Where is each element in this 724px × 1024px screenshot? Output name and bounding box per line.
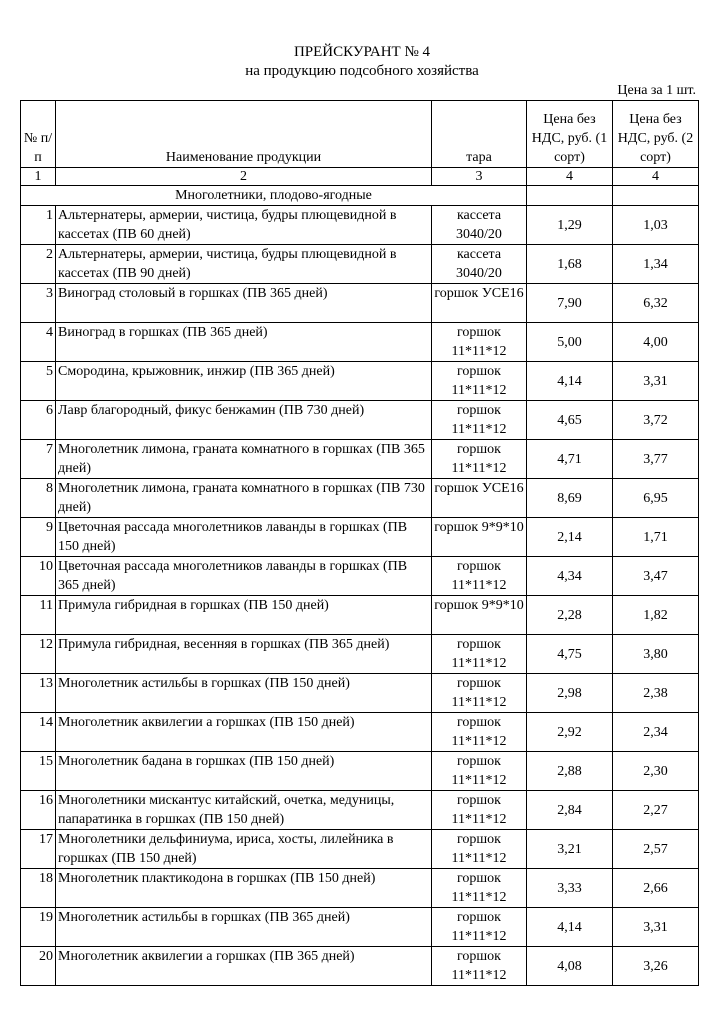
packaging: кассета 3040/20	[432, 206, 527, 245]
table-row	[21, 479, 699, 518]
price-grade-2: 3,77	[613, 440, 699, 479]
col-number: 4	[613, 168, 699, 186]
packaging: горшок 11*11*12	[432, 440, 527, 479]
packaging: горшок 11*11*12	[432, 713, 527, 752]
price-grade-1: 4,71	[527, 440, 613, 479]
table-row	[21, 284, 699, 323]
price-grade-1: 4,34	[527, 557, 613, 596]
price-grade-2: 3,26	[613, 947, 699, 986]
header-name: Наименование продукции	[56, 101, 432, 168]
product-name: Многолетник лимона, граната комнатного в горшках (ПВ 365 дней)	[56, 440, 432, 479]
section-empty	[613, 186, 699, 206]
packaging: горшок 11*11*12	[432, 557, 527, 596]
header-tara: тара	[432, 101, 527, 168]
col-number: 2	[56, 168, 432, 186]
price-grade-1: 7,90	[527, 284, 613, 323]
price-grade-1: 3,21	[527, 830, 613, 869]
row-number: 14	[21, 713, 56, 752]
price-grade-2: 1,82	[613, 596, 699, 635]
table-row	[21, 752, 699, 791]
col-number: 3	[432, 168, 527, 186]
price-grade-1: 4,14	[527, 908, 613, 947]
price-grade-1: 1,68	[527, 245, 613, 284]
price-grade-2: 4,00	[613, 323, 699, 362]
packaging: горшок 11*11*12	[432, 791, 527, 830]
packaging: горшок УСЕ16	[432, 284, 527, 323]
product-name: Многолетник плактикодона в горшках (ПВ 150 дней)	[56, 869, 432, 908]
price-grade-2: 1,34	[613, 245, 699, 284]
table-row	[21, 947, 699, 986]
row-number: 10	[21, 557, 56, 596]
product-name: Многолетник лимона, граната комнатного в горшках (ПВ 730 дней)	[56, 479, 432, 518]
packaging: горшок 11*11*12	[432, 635, 527, 674]
price-note: Цена за 1 шт.	[617, 83, 696, 98]
table-row	[21, 713, 699, 752]
price-grade-2: 6,32	[613, 284, 699, 323]
packaging: горшок 9*9*10	[432, 596, 527, 635]
row-number: 13	[21, 674, 56, 713]
table-row	[21, 791, 699, 830]
row-number: 11	[21, 596, 56, 635]
packaging: горшок 9*9*10	[432, 518, 527, 557]
row-number: 18	[21, 869, 56, 908]
table-row	[21, 245, 699, 284]
row-number: 9	[21, 518, 56, 557]
price-grade-2: 2,38	[613, 674, 699, 713]
section-empty	[527, 186, 613, 206]
col-number: 4	[527, 168, 613, 186]
price-grade-2: 2,66	[613, 869, 699, 908]
price-grade-2: 2,30	[613, 752, 699, 791]
table-row	[21, 908, 699, 947]
packaging: горшок УСЕ16	[432, 479, 527, 518]
row-number: 17	[21, 830, 56, 869]
row-number: 6	[21, 401, 56, 440]
price-grade-1: 2,14	[527, 518, 613, 557]
product-name: Примула гибридная, весенняя в горшках (ПВ 365 дней)	[56, 635, 432, 674]
price-grade-2: 1,71	[613, 518, 699, 557]
price-grade-1: 2,88	[527, 752, 613, 791]
row-number: 2	[21, 245, 56, 284]
product-name: Виноград столовый в горшках (ПВ 365 дней)	[56, 284, 432, 323]
packaging: горшок 11*11*12	[432, 674, 527, 713]
price-table	[20, 100, 699, 986]
header-price2: Цена без НДС, руб. (2 сорт)	[613, 101, 699, 168]
header-num: № п/п	[21, 101, 56, 168]
price-grade-2: 3,47	[613, 557, 699, 596]
table-row	[21, 323, 699, 362]
table-row	[21, 440, 699, 479]
price-grade-2: 2,57	[613, 830, 699, 869]
col-number: 1	[21, 168, 56, 186]
table-row	[21, 401, 699, 440]
price-grade-1: 2,98	[527, 674, 613, 713]
packaging: горшок 11*11*12	[432, 830, 527, 869]
packaging: горшок 11*11*12	[432, 362, 527, 401]
row-number: 20	[21, 947, 56, 986]
product-name: Многолетник аквилегии а горшках (ПВ 365 дней)	[56, 947, 432, 986]
product-name: Примула гибридная в горшках (ПВ 150 дней)	[56, 596, 432, 635]
product-name: Альтернатеры, армерии, чистица, будры плющевидной в кассетах (ПВ 90 дней)	[56, 245, 432, 284]
price-grade-2: 3,31	[613, 362, 699, 401]
row-number: 7	[21, 440, 56, 479]
price-grade-1: 3,33	[527, 869, 613, 908]
price-grade-1: 4,65	[527, 401, 613, 440]
product-name: Цветочная рассада многолетников лаванды в горшках (ПВ 365 дней)	[56, 557, 432, 596]
product-name: Смородина, крыжовник, инжир (ПВ 365 дней)	[56, 362, 432, 401]
table-row	[21, 635, 699, 674]
table-row	[21, 206, 699, 245]
section-row	[21, 186, 699, 206]
row-number: 12	[21, 635, 56, 674]
packaging: горшок 11*11*12	[432, 752, 527, 791]
price-grade-2: 1,03	[613, 206, 699, 245]
table-row	[21, 830, 699, 869]
price-grade-2: 3,72	[613, 401, 699, 440]
row-number: 3	[21, 284, 56, 323]
packaging: горшок 11*11*12	[432, 401, 527, 440]
price-grade-2: 3,80	[613, 635, 699, 674]
product-name: Многолетники дельфиниума, ириса, хосты, лилейника в горшках (ПВ 150 дней)	[56, 830, 432, 869]
packaging: горшок 11*11*12	[432, 908, 527, 947]
row-number: 4	[21, 323, 56, 362]
price-grade-1: 2,28	[527, 596, 613, 635]
document-title: ПРЕЙСКУРАНТ № 4	[293, 44, 431, 60]
document-subtitle: на продукцию подсобного хозяйства	[245, 63, 479, 79]
row-number: 16	[21, 791, 56, 830]
table-row	[21, 674, 699, 713]
price-grade-1: 5,00	[527, 323, 613, 362]
price-grade-2: 2,34	[613, 713, 699, 752]
table-row	[21, 869, 699, 908]
product-name: Многолетник астильбы в горшках (ПВ 150 дней)	[56, 674, 432, 713]
row-number: 19	[21, 908, 56, 947]
table-row	[21, 518, 699, 557]
product-name: Многолетник астильбы в горшках (ПВ 365 дней)	[56, 908, 432, 947]
row-number: 8	[21, 479, 56, 518]
product-name: Виноград в горшках (ПВ 365 дней)	[56, 323, 432, 362]
price-grade-1: 1,29	[527, 206, 613, 245]
price-grade-1: 4,14	[527, 362, 613, 401]
product-name: Многолетники мискантус китайский, очетка, медуницы, папаратинка в горшках (ПВ 150 дней)	[56, 791, 432, 830]
row-number: 15	[21, 752, 56, 791]
packaging: горшок 11*11*12	[432, 869, 527, 908]
table-row	[21, 596, 699, 635]
price-grade-1: 4,75	[527, 635, 613, 674]
price-grade-1: 8,69	[527, 479, 613, 518]
price-grade-2: 2,27	[613, 791, 699, 830]
product-name: Цветочная рассада многолетников лаванды в горшках (ПВ 150 дней)	[56, 518, 432, 557]
price-grade-2: 6,95	[613, 479, 699, 518]
product-name: Лавр благородный, фикус бенжамин (ПВ 730 дней)	[56, 401, 432, 440]
header-row	[21, 101, 699, 168]
price-grade-1: 4,08	[527, 947, 613, 986]
packaging: горшок 11*11*12	[432, 323, 527, 362]
packaging: горшок 11*11*12	[432, 947, 527, 986]
table-row	[21, 362, 699, 401]
packaging: кассета 3040/20	[432, 245, 527, 284]
price-grade-1: 2,92	[527, 713, 613, 752]
header-price1: Цена без НДС, руб. (1 сорт)	[527, 101, 613, 168]
product-name: Многолетник бадана в горшках (ПВ 150 дней)	[56, 752, 432, 791]
column-numbers-row	[21, 168, 699, 186]
product-name: Альтернатеры, армерии, чистица, будры плющевидной в кассетах (ПВ 60 дней)	[56, 206, 432, 245]
price-grade-1: 2,84	[527, 791, 613, 830]
product-name: Многолетник аквилегии а горшках (ПВ 150 дней)	[56, 713, 432, 752]
section-title: Многолетники, плодово-ягодные	[21, 186, 527, 206]
table-row	[21, 557, 699, 596]
price-grade-2: 3,31	[613, 908, 699, 947]
row-number: 5	[21, 362, 56, 401]
row-number: 1	[21, 206, 56, 245]
